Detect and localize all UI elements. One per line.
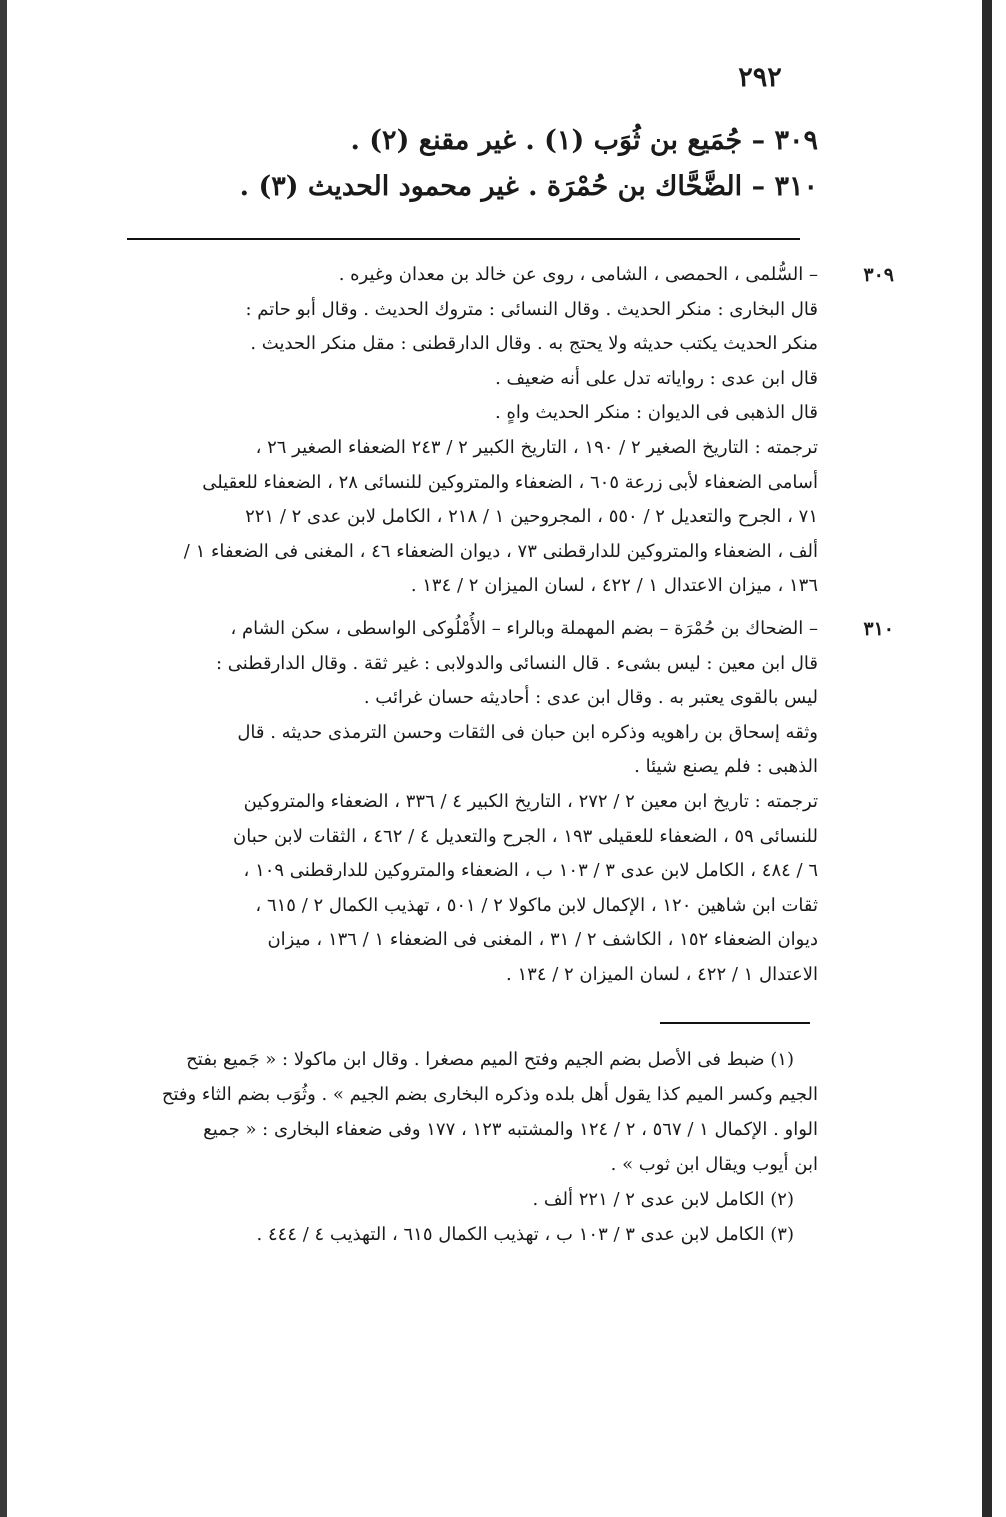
note-line: ثقات ابن شاهين ١٢٠ ، الإكمال لابن ماكولا ٢ / ٥٠١ ، تهذيب الكمال ٢ / ٦١٥ ،	[255, 894, 818, 916]
footnote-line: الواو . الإكمال ١ / ٥٦٧ ، ٢ / ١٢٤ والمشتبه ١٢٣ ، ١٧٧ وفى ضعفاء البخارى : « جميع	[203, 1119, 818, 1140]
note-line: ٦ / ٤٨٤ ، الكامل لابن عدى ٣ / ١٠٣ ب ، الضعفاء والمتروكين للدارقطنى ١٠٩ ،	[243, 860, 818, 882]
entry-number: ٣٠٩	[774, 125, 818, 156]
footnote-divider	[660, 1022, 810, 1024]
scan-left-edge	[0, 0, 7, 1517]
note-line: – السُّلمى ، الحمصى ، الشامى ، روى عن خالد بن معدان وغيره .	[338, 264, 818, 285]
entry-310	[178, 164, 818, 210]
note-line: قال ابن عدى : رواياته تدل على أنه ضعيف .	[495, 367, 818, 389]
note-line: قال الذهبى فى الديوان : منكر الحديث واهٍ .	[495, 402, 818, 424]
footnote-line: الجيم وكسر الميم كذا يقول أهل بلده وذكره البخارى بضم الجيم » . وثُوَب بضم الثاء وفتح	[161, 1084, 818, 1105]
note-line: ترجمته : التاريخ الصغير ٢ / ١٩٠ ، التاريخ الكبير ٢ / ٢٤٣ الضعفاء الصغير ٢٦ ،	[255, 436, 818, 458]
note-number: ٣٠٩	[863, 264, 894, 286]
note-310	[118, 612, 894, 993]
page-number: ٢٩٢	[738, 62, 782, 93]
note-line: ديوان الضعفاء ١٥٢ ، الكاشف ٢ / ٣١ ، المغنى فى الضعفاء ١ / ١٣٦ ، ميزان	[267, 929, 818, 951]
note-line: قال ابن معين : ليس بشىء . قال النسائى والدولابى : غير ثقة . وقال الدارقطنى :	[216, 652, 818, 674]
note-line: ٧١ ، الجرح والتعديل ٢ / ٥٥٠ ، المجروحين ١ / ٢١٨ ، الكامل لابن عدى ٢ / ٢٢١	[245, 506, 818, 528]
footnotes	[128, 1042, 818, 1252]
note-line: – الضحاك بن حُمْرَة – بضم المهملة وبالراء – الأُمْلُوكى الواسطى ، سكن الشام ،	[230, 618, 818, 639]
note-number: ٣١٠	[863, 618, 894, 640]
scan-right-edge	[982, 0, 992, 1517]
note-line: ليس بالقوى يعتبر به . وقال ابن عدى : أحاديثه حسان غرائب .	[363, 687, 818, 709]
note-line: ألف ، الضعفاء والمتروكين للدارقطنى ٧٣ ، ديوان الضعفاء ٤٦ ، المغنى فى الضعفاء ١ /	[183, 540, 818, 562]
note-line: قال البخارى : منكر الحديث . وقال النسائى : متروك الحديث . وقال أبو حاتم :	[245, 298, 818, 320]
entry-309	[178, 118, 818, 164]
note-line: الذهبى : فلم يصنع شيئا .	[634, 756, 818, 778]
note-line: منكر الحديث يكتب حديثه ولا يحتج به . وقال الدارقطنى : مقل منكر الحديث .	[250, 333, 818, 355]
note-line: الاعتدال ١ / ٤٢٢ ، لسان الميزان ٢ / ١٣٤ .	[506, 963, 818, 985]
note-line: ١٣٦ ، ميزان الاعتدال ١ / ٤٢٢ ، لسان الميزان ٢ / ١٣٤ .	[410, 575, 818, 597]
entry-text: – جُمَيع بن ثُوَب (١) . غير مقنع (٢) .	[350, 125, 766, 156]
entry-text: – الضَّحَّاك بن حُمْرَة . غير محمود الحديث (٣) .	[239, 171, 766, 202]
footnote-line: ابن أيوب ويقال ابن ثوب » .	[610, 1154, 818, 1175]
note-line: وثقه إسحاق بن راهويه وذكره ابن حبان فى الثقات وحسن الترمذى حديثه . قال	[237, 721, 818, 743]
main-entries	[178, 118, 818, 210]
note-line: أسامى الضعفاء لأبى زرعة ٦٠٥ ، الضعفاء والمتروكين للنسائى ٢٨ ، الضعفاء للعقيلى	[202, 471, 818, 493]
note-line: ترجمته : تاريخ ابن معين ٢ / ٢٧٢ ، التاريخ الكبير ٤ / ٣٣٦ ، الضعفاء والمتروكين	[243, 790, 818, 812]
note-309	[118, 258, 894, 604]
note-line: للنسائى ٥٩ ، الضعفاء للعقيلى ١٩٣ ، الجرح والتعديل ٤ / ٤٦٢ ، الثقات لابن حبان	[233, 825, 818, 847]
section-divider	[127, 238, 800, 240]
footnote-line: (٣) الكامل لابن عدى ٣ / ١٠٣ ب ، تهذيب الكمال ٦١٥ ، التهذيب ٤ / ٤٤٤ .	[256, 1224, 794, 1245]
entry-number: ٣١٠	[774, 171, 818, 202]
footnote-line: (٢) الكامل لابن عدى ٢ / ٢٢١ ألف .	[532, 1189, 794, 1210]
footnote-line: (١) ضبط فى الأصل بضم الجيم وفتح الميم مصغرا . وقال ابن ماكولا : « جَميع بفتح	[186, 1049, 794, 1070]
